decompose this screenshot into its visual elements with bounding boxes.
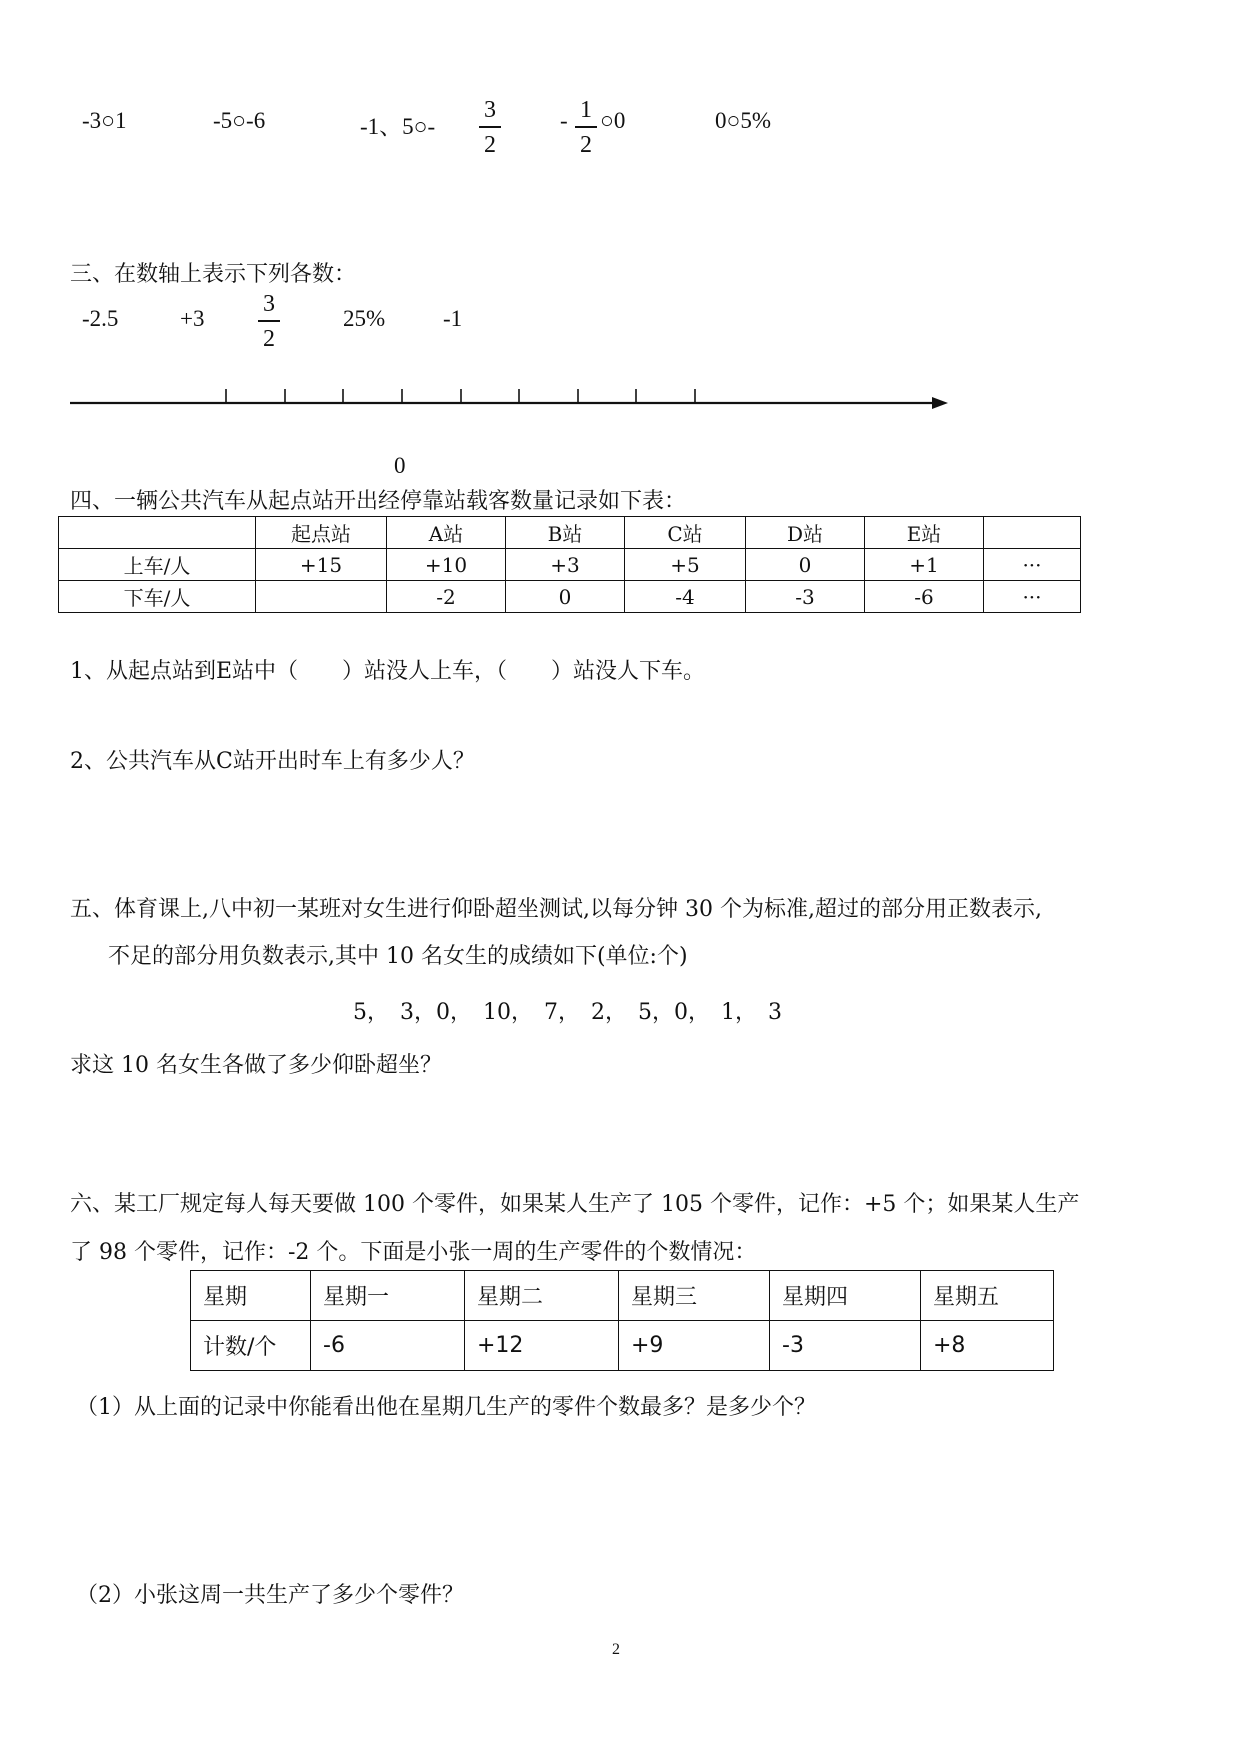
- section4-question-2: 2、公共汽车从C站开出时车上有多少人？: [70, 749, 475, 774]
- table-cell: [256, 581, 387, 613]
- table-cell: -2: [387, 581, 506, 613]
- section5-scores: 5， 3，0， 10， 7， 2， 5，0， 1， 3: [353, 1000, 782, 1025]
- compare-item-2: -5○-6: [213, 108, 266, 133]
- compare-item-5: 0○5%: [715, 108, 772, 133]
- table-cell: 星期一: [311, 1271, 465, 1321]
- table-cell: +1: [865, 549, 984, 581]
- table-cell: 星期: [191, 1271, 311, 1321]
- section3-fraction: 3 2: [258, 292, 280, 351]
- section5-line-2: 不足的部分用负数表示,其中 10 名女生的成绩如下(单位:个): [108, 944, 688, 969]
- table-cell: +9: [619, 1321, 770, 1371]
- table-cell: [59, 517, 256, 549]
- table-cell: +15: [256, 549, 387, 581]
- table-cell: 计数/个: [191, 1321, 311, 1371]
- bus-table: [58, 516, 1081, 613]
- table-cell: -3: [746, 581, 865, 613]
- table-row: [59, 581, 1081, 613]
- table-row: [191, 1321, 1054, 1371]
- table-cell: -6: [865, 581, 984, 613]
- table-row: [59, 517, 1081, 549]
- table-cell: ···: [984, 549, 1081, 581]
- table-row: [59, 549, 1081, 581]
- fraction-three-halves: 3 2: [479, 98, 501, 157]
- table-cell: 起点站: [256, 517, 387, 549]
- table-cell: +5: [625, 549, 746, 581]
- table-cell: +12: [465, 1321, 619, 1371]
- table-cell: 0: [746, 549, 865, 581]
- page-number: 2: [612, 1641, 620, 1658]
- table-cell: 上车/人: [59, 549, 256, 581]
- section6-line-2: 了 98 个零件，记作：-2 个。下面是小张一周的生产零件的个数情况：: [70, 1240, 757, 1265]
- production-table: [190, 1270, 1054, 1371]
- table-cell: D站: [746, 517, 865, 549]
- compare-item-4-prefix: -: [560, 108, 568, 133]
- table-cell: -3: [770, 1321, 921, 1371]
- table-cell: [984, 517, 1081, 549]
- section6-line-1: 六、某工厂规定每人每天要做 100 个零件，如果某人生产了 105 个零件，记作：+5 个；如果某人生产: [70, 1192, 1080, 1217]
- table-cell: 星期四: [770, 1271, 921, 1321]
- table-cell: ···: [984, 581, 1081, 613]
- section5-question: 求这 10 名女生各做了多少仰卧超坐？: [70, 1053, 442, 1078]
- section6-question-2: （2）小张这周一共生产了多少个零件？: [76, 1583, 464, 1608]
- section3-number-1: -2.5: [82, 306, 119, 331]
- table-cell: -6: [311, 1321, 465, 1371]
- table-cell: 星期二: [465, 1271, 619, 1321]
- section3-number-4: -1: [443, 306, 463, 331]
- table-cell: +3: [506, 549, 625, 581]
- compare-item-3-prefix: -1、5○-: [360, 114, 436, 139]
- table-cell: 下车/人: [59, 581, 256, 613]
- table-cell: B站: [506, 517, 625, 549]
- section5-line-1: 五、体育课上,八中初一某班对女生进行仰卧超坐测试,以每分钟 30 个为标准,超过的部分用正数表示,: [70, 897, 1042, 922]
- section4-title: 四、一辆公共汽车从起点站开出经停靠站载客数量记录如下表：: [70, 489, 687, 514]
- table-cell: +10: [387, 549, 506, 581]
- section3-number-2: +3: [180, 306, 205, 331]
- table-cell: -4: [625, 581, 746, 613]
- section3-number-3: 25%: [343, 306, 386, 331]
- table-cell: 星期五: [921, 1271, 1054, 1321]
- table-cell: +8: [921, 1321, 1054, 1371]
- section6-question-1: （1）从上面的记录中你能看出他在星期几生产的零件个数最多？是多少个？: [76, 1395, 816, 1420]
- section3-title: 三、在数轴上表示下列各数：: [70, 262, 357, 287]
- table-cell: E站: [865, 517, 984, 549]
- number-line: [0, 0, 1241, 450]
- table-cell: 星期三: [619, 1271, 770, 1321]
- table-cell: 0: [506, 581, 625, 613]
- table-cell: C站: [625, 517, 746, 549]
- compare-item-1: -3○1: [82, 108, 127, 133]
- fraction-one-half: 1 2: [575, 98, 597, 157]
- axis-zero-label: 0: [394, 453, 406, 478]
- table-row: [191, 1271, 1054, 1321]
- compare-item-4-suffix: ○0: [600, 108, 626, 133]
- section4-question-1: 1、从起点站到E站中（ ）站没人上车，（ ）站没人下车。: [70, 659, 706, 684]
- table-cell: A站: [387, 517, 506, 549]
- arrow-right-icon: [932, 397, 948, 409]
